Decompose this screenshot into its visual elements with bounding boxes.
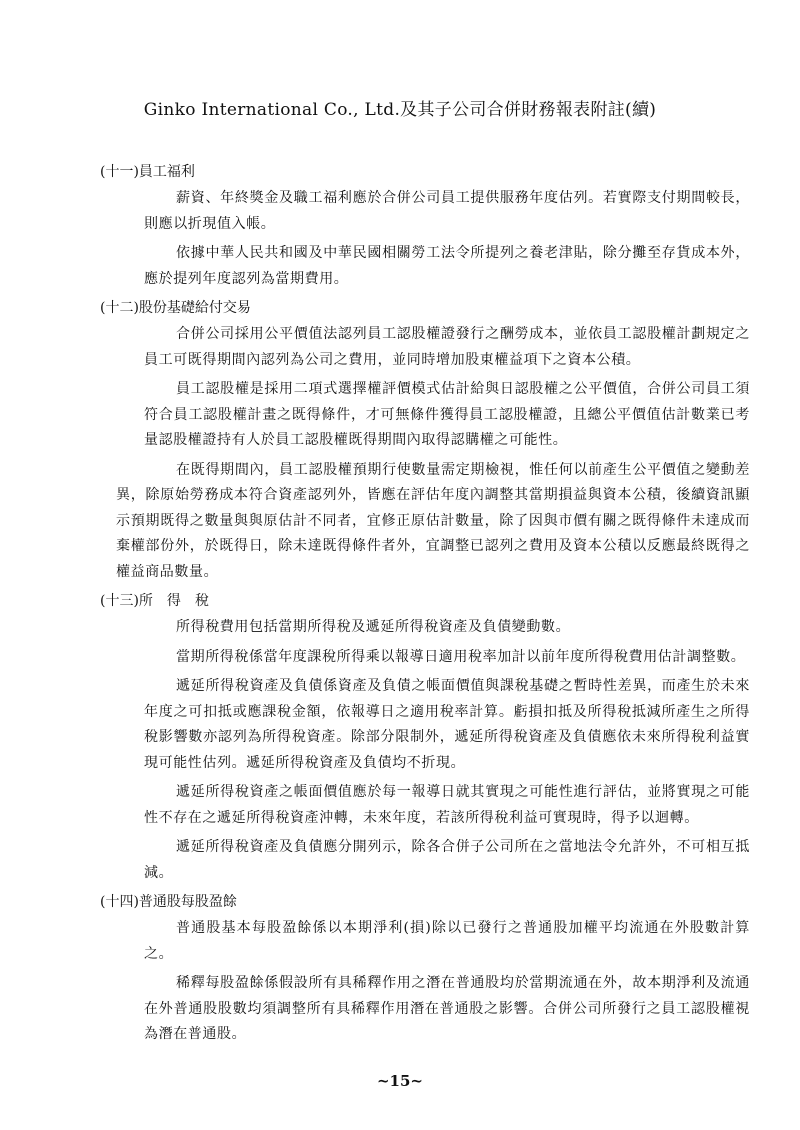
paragraph: 稀釋每股盈餘係假設所有具稀釋作用之潛在普通股均於當期流通在外，故本期淨利及流通在外普通股股數均須調整所有具稀釋作用潛在普通股之影響。合併公司所發行之員工認股權視為潛在普通股。	[144, 975, 750, 1042]
paragraph: 普通股基本每股盈餘係以本期淨利(損)除以已發行之普通股加權平均流通在外股數計算之。	[144, 920, 750, 962]
paragraph: 依據中華人民共和國及中華民國相關勞工法令所提列之養老津貼，除分攤至存貨成本外，應於提列年度認列為當期費用。	[144, 245, 750, 287]
paragraph: 所得稅費用包括當期所得稅及遞延所得稅資產及負債變動數。	[176, 619, 571, 635]
page-number: ~15~	[376, 1072, 423, 1090]
section-heading: (十一)員工福利	[100, 164, 195, 180]
paragraph: 在既得期間內，員工認股權預期行使數量需定期檢視，惟任何以前產生公平價值之變動差異，除原始勞務成本符合資產認列外，皆應在評估年度內調整其當期損益與資本公積，後續資訊顯示預期既得之數量與與原估計不同者，宜修正原估計數量，除了因與市價有關之既得條件未達成而棄權部份外，於既得日，除未達既得條件者外，宜調整已認列之費用及資本公積以反應最終既得之權益商品數量。	[116, 461, 750, 580]
section-heading: (十三)所 得 稅	[100, 593, 209, 609]
section-heading: (十四)普通股每股盈餘	[100, 894, 237, 910]
paragraph: 當期所得稅係當年度課稅所得乘以報導日適用稅率加計以前年度所得稅費用估計調整數。	[176, 648, 746, 665]
paragraph: 合併公司採用公平價值法認列員工認股權證發行之酬勞成本，並依員工認股權計劃規定之員工可既得期間內認列為公司之費用，並同時增加股東權益項下之資本公積。	[144, 326, 750, 368]
paragraph: 遞延所得稅資產之帳面價值應於每一報導日就其實現之可能性進行評估，並將實現之可能性不存在之遞延所得稅資產沖轉，未來年度，若該所得稅利益可實現時，得予以迴轉。	[144, 784, 750, 826]
section-heading: (十二)股份基礎給付交易	[100, 300, 251, 316]
notes-body	[100, 160, 750, 1052]
section-share-based-payment	[100, 296, 750, 585]
paragraph: 遞延所得稅資產及負債係資產及負債之帳面價值與課稅基礎之暫時性差異，而產生於未來年度之可扣抵或應課稅金額，依報導日之適用稅率計算。虧損扣抵及所得稅抵減所產生之所得稅影響數亦認列為所得稅資產。除部分限制外，遞延所得稅資產及負債應依未來所得稅利益實現可能性估列。遞延所得稅資產及負債均不折現。	[144, 678, 750, 771]
page-title: Ginko International Co., Ltd.及其子公司合併財務報表附註(續)	[143, 100, 657, 120]
section-income-tax	[100, 589, 750, 886]
section-employee-benefits	[100, 160, 750, 292]
paragraph: 薪資、年終獎金及職工福利應於合併公司員工提供服務年度估列。若實際支付期間較長，則應以折現值入帳。	[144, 190, 750, 232]
section-earnings-per-share	[100, 890, 750, 1048]
paragraph: 遞延所得稅資產及負債應分開列示，除各合併子公司所在之當地法令允許外，不可相互抵減。	[144, 839, 750, 881]
paragraph: 員工認股權是採用二項式選擇權評價模式估計給與日認股權之公平價值，合併公司員工須符合員工認股權計畫之既得條件，才可無條件獲得員工認股權證，且總公平價值估計數業已考量認股權證持有人於員工認股權既得期間內取得認購權之可能性。	[144, 381, 750, 448]
